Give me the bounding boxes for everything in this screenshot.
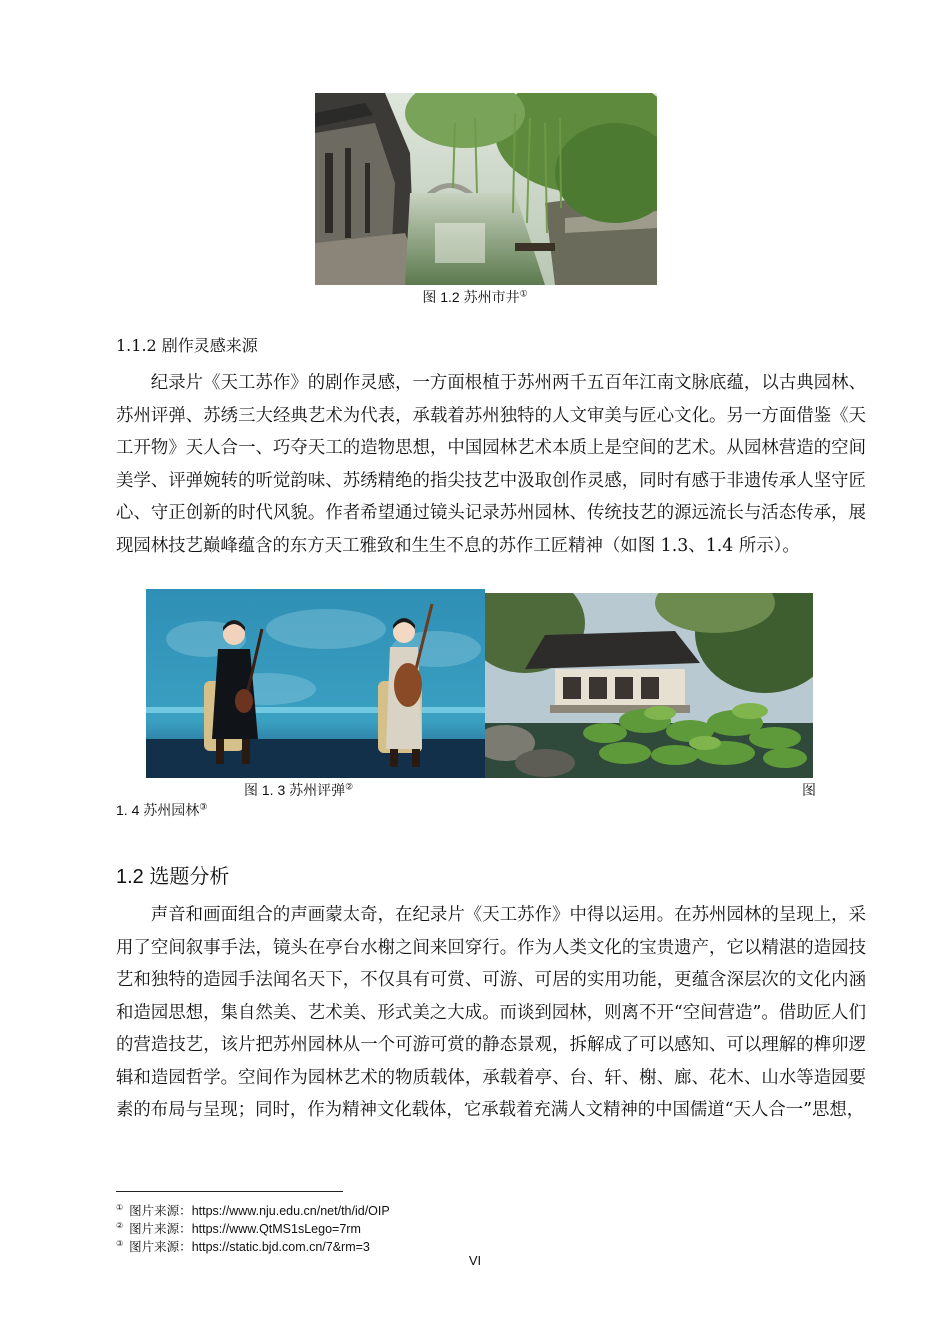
footnote-url[interactable]: https://www.QtMS1sLego=7rm xyxy=(191,1222,361,1237)
figure-1-4-caption xyxy=(116,800,207,820)
footnote-2 xyxy=(116,1218,361,1237)
footnote-mark: ① xyxy=(116,1203,124,1212)
footnote-label: 图片来源： xyxy=(129,1239,192,1255)
paragraph-text: 纪录片《天工苏作》的剧作灵感，一方面根植于苏州两千五百年江南文脉底蕴，以古典园林、苏州评弹、苏绣三大经典艺术为代表，承载着苏州独特的人文审美与匠心文化。另一方面借鉴《天工开物》天人合一、巧夺天工的造物思想，中国园林艺术本质上是空间的艺术。从园林营造的空间美学、评弹婉转的听觉韵味、苏绣精绝的指尖技艺中汲取创作灵感，同时有感于非遗传承人坚守匠心、守正创新的时代风貌。作者希望通过镜头记录苏州园林、传统技艺的源远流长与活态传承，展现园林技艺巅峰蕴含的东方天工雅致和生生不息的苏作工匠精神（如图 1.3、1.4 所示）。 xyxy=(116,373,866,556)
paragraph-text: 声音和画面组合的声画蒙太奇，在纪录片《天工苏作》中得以运用。在苏州园林的呈现上，采用了空间叙事手法，镜头在亭台水榭之间来回穿行。作为人类文化的宝贵遗产，它以精湛的造园技艺和独特的造园手法闻名天下，不仅具有可赏、可游、可居的实用功能，更蕴含深层次的文化内涵和造园思想，集自然美、艺术美、形式美之大成。而谈到园林，则离不开“空间营造”。借助匠人们的营造技艺，该片把苏州园林从一个可游可赏的静态景观，拆解成了可以感知、可以理解的榫卯逻辑和造园哲学。空间作为园林艺术的物质载体，承载着亭、台、轩、榭、廊、花木、山水等造园要素的布局与呈现；同时，作为精神文化载体，它承载着充满人文精神的中国儒道“天人合一”思想， xyxy=(116,905,866,1120)
caption-text: 图 1. 3 苏州评弹 xyxy=(244,782,346,798)
caption-text: 1. 4 苏州园林 xyxy=(116,802,200,818)
footnote-1 xyxy=(116,1200,390,1219)
footnote-url[interactable]: https://www.nju.edu.cn/net/th/id/OIP xyxy=(191,1204,390,1219)
footnote-label: 图片来源： xyxy=(129,1221,192,1237)
figure-suzhou-street-photo xyxy=(315,93,657,285)
footnote-mark: ① xyxy=(519,288,528,299)
footnote-url[interactable]: https://static.bjd.com.cn/7&rm=3 xyxy=(191,1240,370,1255)
figure-suzhou-garden-photo xyxy=(485,593,813,778)
footnote-divider xyxy=(116,1191,343,1192)
figure-1-2-caption xyxy=(0,287,950,307)
section-heading-1-1-2: 1.1.2 剧作灵感来源 xyxy=(116,336,258,355)
section-heading-1-2: 1.2 选题分析 xyxy=(116,866,230,888)
footnote-mark: ② xyxy=(116,1221,124,1230)
figure-1-4-caption-start: 图 xyxy=(802,782,816,798)
paragraph-inspiration xyxy=(116,367,866,562)
footnote-label: 图片来源： xyxy=(129,1203,192,1219)
footnote-mark: ③ xyxy=(199,801,208,812)
caption-text: 图 1.2 苏州市井 xyxy=(422,289,520,305)
figure-pingtan-photo xyxy=(146,589,485,778)
footnote-mark: ③ xyxy=(116,1239,124,1248)
page-number: VI xyxy=(468,1253,482,1268)
figure-1-3-caption xyxy=(244,780,353,800)
footnote-mark: ② xyxy=(345,781,354,792)
paragraph-topic-analysis xyxy=(116,899,866,1127)
